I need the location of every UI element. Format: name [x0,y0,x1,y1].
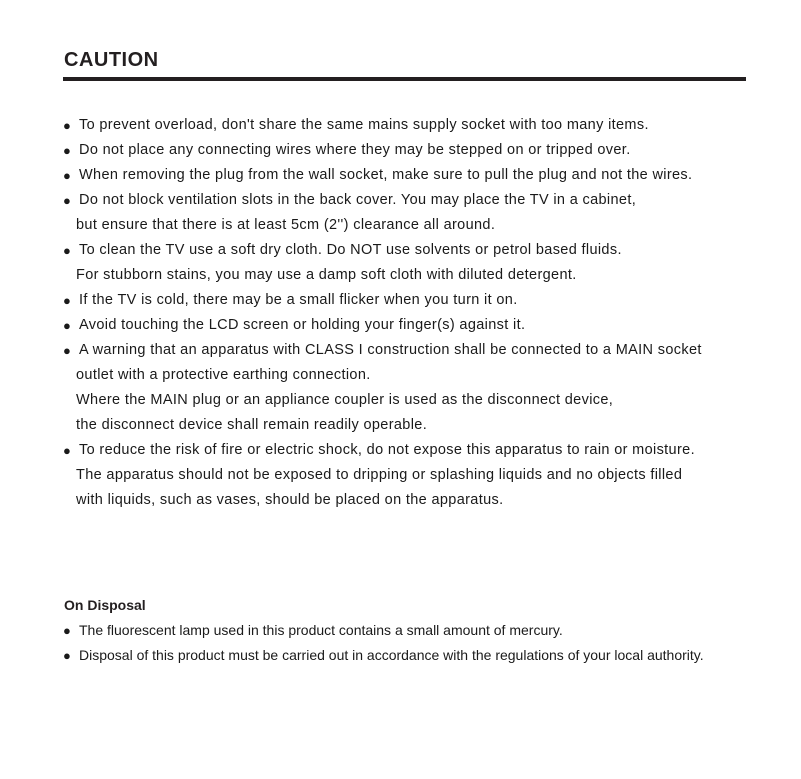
list-item-line: Do not block ventilation slots in the back cover. You may place the TV in a cabinet, [79,192,637,208]
list-item-line: Disposal of this product must be carried out in accordance with the regulations of your local authority. [79,647,704,663]
list-item-text [76,438,695,513]
bullet-icon: ● [63,318,72,333]
list-item-text [79,618,563,643]
list-item-line: A warning that an apparatus with CLASS I construction shall be connected to a MAIN socket [79,342,702,358]
bullet-icon: ● [63,443,72,458]
list-item [63,643,704,668]
list-item-text [79,138,631,163]
list-item-line: To clean the TV use a soft dry cloth. Do NOT use solvents or petrol based fluids. [79,242,622,258]
bullet-icon: ● [63,168,72,183]
list-item-line: The apparatus should not be exposed to dripping or splashing liquids and no objects filled [76,467,683,483]
list-item-line: To prevent overload, don't share the same mains supply socket with too many items. [79,117,649,133]
list-item [63,618,704,643]
list-item [63,113,702,138]
list-item [63,163,702,188]
list-item-line: the disconnect device shall remain readily operable. [76,417,428,433]
list-item-line: If the TV is cold, there may be a small flicker when you turn it on. [79,292,518,308]
bullet-icon: ● [63,118,72,133]
list-item [63,313,702,338]
bullet-icon: ● [63,343,72,358]
caution-heading: CAUTION [64,49,159,71]
list-item-text [79,288,518,313]
list-item [63,338,702,438]
list-item-text [76,338,702,438]
disposal-list [63,618,704,668]
list-item [63,438,702,513]
bullet-icon: ● [63,623,71,638]
list-item-line: For stubborn stains, you may use a damp soft cloth with diluted detergent. [76,267,577,283]
list-item [63,238,702,288]
bullet-icon: ● [63,648,71,663]
heading-rule-divider [63,77,746,81]
list-item [63,288,702,313]
bullet-icon: ● [63,193,72,208]
list-item [63,188,702,238]
list-item-line: To reduce the risk of fire or electric shock, do not expose this apparatus to rain or moisture. [79,442,695,458]
list-item-line: but ensure that there is at least 5cm (2'') clearance all around. [76,217,496,233]
list-item-line: The fluorescent lamp used in this product contains a small amount of mercury. [79,622,563,638]
list-item-line: outlet with a protective earthing connection. [76,367,371,383]
list-item-text [76,238,622,288]
list-item-line: Avoid touching the LCD screen or holding your finger(s) against it. [79,317,526,333]
list-item-text [79,643,704,668]
list-item-line: with liquids, such as vases, should be placed on the apparatus. [76,492,504,508]
disposal-heading: On Disposal [64,597,146,613]
list-item-text [79,113,649,138]
caution-list [63,113,702,513]
bullet-icon: ● [63,143,72,158]
list-item-line: Do not place any connecting wires where they may be stepped on or tripped over. [79,142,631,158]
list-item-text [76,188,637,238]
list-item-line: Where the MAIN plug or an appliance coupler is used as the disconnect device, [76,392,614,408]
bullet-icon: ● [63,293,72,308]
bullet-icon: ● [63,243,72,258]
list-item-line: When removing the plug from the wall socket, make sure to pull the plug and not the wires. [79,167,693,183]
list-item-text [79,163,692,188]
list-item [63,138,702,163]
list-item-text [79,313,525,338]
